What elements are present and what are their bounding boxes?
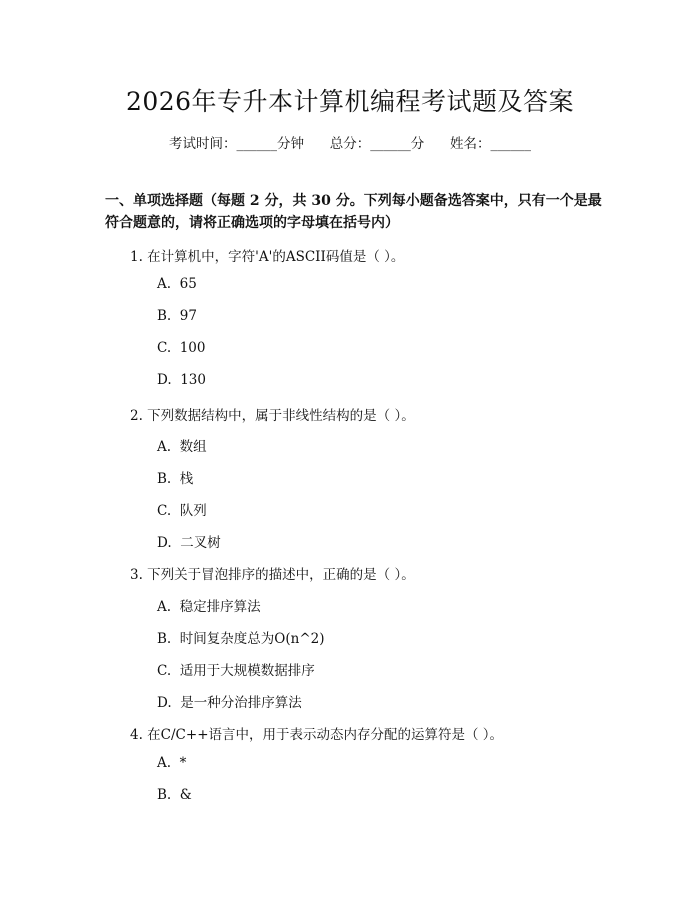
option-b: B. 时间复杂度总为O(n^2) [157, 631, 325, 647]
section-header: 一、单项选择题（每题 2 分，共 30 分。下列每小题备选答案中，只有一个是最符合题意的，请将正确选项的字母填在括号内） [105, 193, 602, 231]
page-title: 2026年专升本计算机编程考试题及答案 [125, 87, 575, 116]
option-b: B. 栈 [157, 471, 194, 487]
question-stem: 4. 在C/C++语言中，用于表示动态内存分配的运算符是（ ）。 [130, 727, 504, 743]
option-b: B. & [157, 787, 192, 803]
question-stem: 2. 下列数据结构中，属于非线性结构的是（ ）。 [130, 408, 415, 424]
option-a: A. 数组 [157, 439, 207, 455]
option-c: C. 队列 [157, 503, 207, 519]
option-d: D. 130 [157, 372, 206, 388]
question-stem: 3. 下列关于冒泡排序的描述中，正确的是（ ）。 [130, 567, 415, 583]
option-d: D. 二叉树 [157, 535, 221, 551]
option-b: B. 97 [157, 308, 197, 324]
option-a: A. 65 [157, 276, 197, 292]
option-a: A. * [157, 755, 187, 771]
option-d: D. 是一种分治排序算法 [157, 695, 302, 711]
exam-info-line: 考试时间：______分钟 总分：______分 姓名：______ [169, 136, 531, 152]
option-c: C. 适用于大规模数据排序 [157, 663, 315, 679]
option-a: A. 稳定排序算法 [157, 599, 261, 615]
option-c: C. 100 [157, 340, 206, 356]
question-stem: 1. 在计算机中，字符'A'的ASCII码值是（ ）。 [130, 249, 405, 265]
